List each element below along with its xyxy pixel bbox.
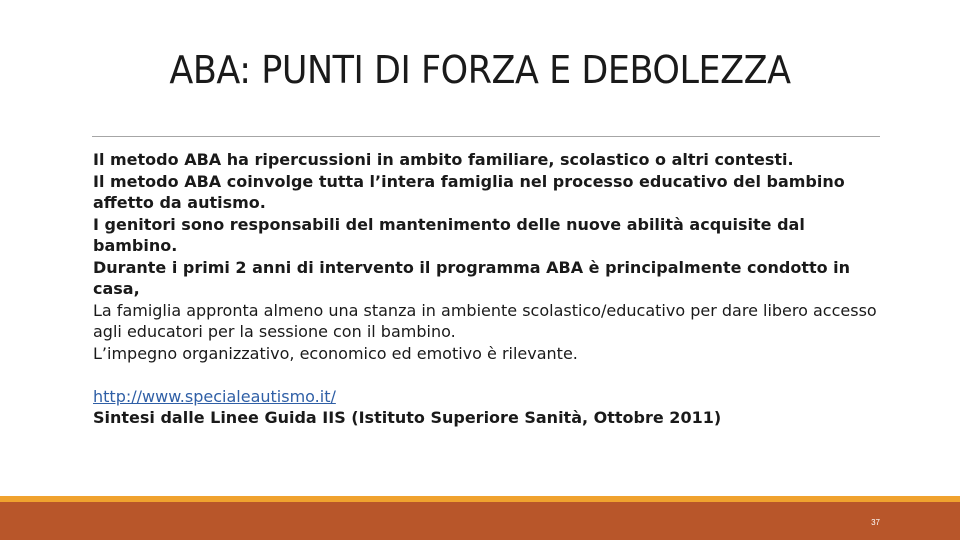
paragraph-spacer [93, 364, 893, 386]
body-line-2: Il metodo ABA coinvolge tutta l’intera famiglia nel processo educativo del bambino affetto da autismo. [93, 171, 845, 212]
slide-body [93, 149, 893, 429]
body-line-4: Durante i primi 2 anni di intervento il programma ABA è principalmente condotto in casa, [93, 257, 851, 298]
source-citation: Sintesi dalle Linee Guida IIS (Istituto Superiore Sanità, Ottobre 2011) [93, 408, 722, 427]
page-number: 37 [871, 518, 880, 527]
body-line-5: La famiglia approntа almeno una stanza in ambiente scolastico/educativo per dare libero accesso agli educatori per la sessione con il bambino. [93, 300, 877, 341]
slide-title: ABA: PUNTI DI FORZA E DEBOLEZZA [169, 48, 791, 92]
title-divider [92, 136, 880, 137]
source-link[interactable]: http://www.specialeautismo.it/ [93, 386, 336, 406]
footer-bar [0, 502, 960, 540]
body-line-6: L’impegno organizzativo, economico ed emotivo è rilevante. [93, 343, 578, 363]
body-line-1: Il metodo ABA ha ripercussioni in ambito familiare, scolastico o altri contesti. [93, 150, 794, 169]
body-line-3: I genitori sono responsabili del mantenimento delle nuove abilità acquisite dal bambino. [93, 214, 805, 255]
